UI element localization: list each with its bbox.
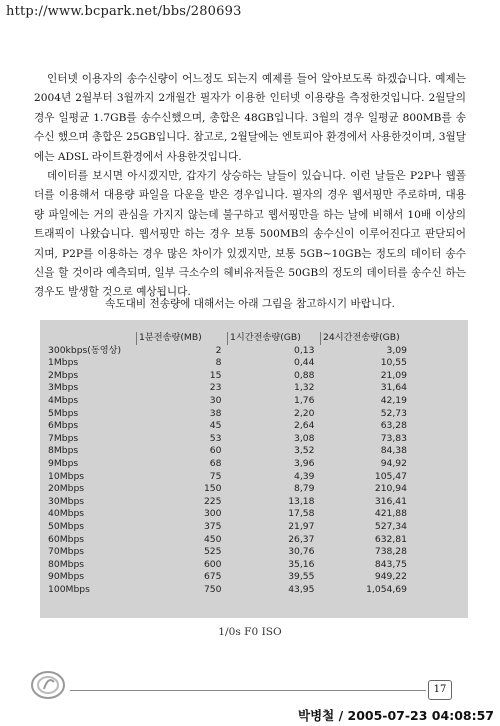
row-value-cell: 210,94: [374, 483, 407, 495]
row-value-cell: 75: [209, 470, 222, 482]
row-speed-cell: 20Mbps: [48, 483, 85, 495]
row-value-cell: 39,55: [288, 571, 315, 583]
source-url: http://www.bcpark.net/bbs/280693: [6, 4, 242, 19]
paragraph-2: 데이터를 보시면 아시겠지만, 갑자기 상승하는 날들이 있습니다. 이런 날들은 P2P나 웹폴더를 이용해서 대용량 파일을 다운을 받은 경우입니다. 필자의 경우 웹서핑만 주로하며, 대용량 파일에는 거의 관심을 가지지 않는데 불구하고 웹서핑만을 하는 날에 비해서 10배 이상의 트래픽이 나왔습니다. 웹서핑만 하는 경우 보통 500MB의 송수신이 이루어진다고 판단되어 지며, P2P를 이용하는 경우 많은 차이가 있겠지만, 보통 5GB~10GB는 정도의 데이터 송수신을 할 것이라 예측되며, 일부 극소수의 헤비유저들은 50GB의 정도의 데이터를 송수신 하는 경우도 발생할 것으로 예상됩니다.: [34, 170, 466, 299]
header-cell-per-day: 24시간전송량(GB): [321, 332, 414, 345]
row-value-cell: 1,32: [294, 382, 315, 394]
row-value-cell: 1,054,69: [366, 583, 407, 595]
row-value-cell: 450: [203, 533, 222, 545]
row-speed-cell: 8Mbps: [48, 445, 79, 457]
row-value-cell: 30: [209, 394, 222, 406]
transfer-table-figure: [40, 320, 468, 618]
row-value-cell: 52,73: [380, 407, 407, 419]
row-value-cell: 26,37: [288, 533, 315, 545]
row-value-cell: 35,16: [288, 558, 315, 570]
table-row: [46, 496, 413, 509]
paragraph-1: 인터넷 이용자의 송수신량이 어느정도 되는지 예제를 들어 알아보도록 하겠습니다. 예제는 2004년 2월부터 3월까지 2개월간 필자가 이용한 인터넷 이용량을 측정한것입니다. 2월달의 경우 일평균 1.7GB를 송수신했으며, 총합은 48GB입니다. 3월의 경우 일평균 800MB를 송수신 했으며 총합은 25GB입니다. 참고로, 2월달에는 엔토피아 환경에서 사용한것이며, 3월달에는 ADSL 라이트환경에서 사용한것입니다.: [34, 73, 466, 163]
footer-divider: [70, 690, 426, 691]
row-speed-cell: 300kbps(동영상): [48, 344, 122, 356]
row-value-cell: 13,18: [288, 495, 315, 507]
row-value-cell: 527,34: [374, 520, 407, 532]
row-value-cell: 63,28: [380, 420, 407, 432]
row-value-cell: 73,83: [380, 432, 407, 444]
row-value-cell: 8: [215, 357, 222, 369]
row-value-cell: 316,41: [374, 495, 407, 507]
row-value-cell: 1,76: [294, 394, 315, 406]
table-row: [46, 571, 413, 584]
page-number: 17: [428, 680, 452, 700]
row-speed-cell: 90Mbps: [48, 571, 85, 583]
row-value-cell: 10,55: [380, 357, 407, 369]
row-value-cell: 750: [203, 583, 222, 595]
table-body: [46, 345, 413, 597]
table-row: [46, 445, 413, 458]
row-speed-cell: 7Mbps: [48, 432, 79, 444]
row-value-cell: 421,88: [374, 508, 407, 520]
row-value-cell: 31,64: [380, 382, 407, 394]
row-value-cell: 0,44: [294, 357, 315, 369]
row-speed-cell: 2Mbps: [48, 369, 79, 381]
row-speed-cell: 9Mbps: [48, 457, 79, 469]
table-row: [46, 433, 413, 446]
row-speed-cell: 70Mbps: [48, 546, 85, 558]
row-value-cell: 150: [203, 483, 222, 495]
table-row: [46, 395, 413, 408]
row-speed-cell: 3Mbps: [48, 382, 79, 394]
row-speed-cell: 1Mbps: [48, 357, 79, 369]
row-speed-cell: 100Mbps: [48, 583, 90, 595]
row-value-cell: 2,20: [294, 407, 315, 419]
row-value-cell: 94,92: [380, 457, 407, 469]
row-speed-cell: 6Mbps: [48, 420, 79, 432]
table-row: [46, 521, 413, 534]
table-row: [46, 458, 413, 471]
row-value-cell: 42,19: [380, 394, 407, 406]
header-cell-speed: [46, 332, 137, 345]
row-value-cell: 3,52: [294, 445, 315, 457]
row-value-cell: 4,39: [294, 470, 315, 482]
table-row: [46, 408, 413, 421]
row-value-cell: 632,81: [374, 533, 407, 545]
article-body: [34, 70, 466, 303]
table-row: [46, 508, 413, 521]
row-value-cell: 38: [209, 407, 222, 419]
table-row: [46, 534, 413, 547]
row-value-cell: 8,79: [294, 483, 315, 495]
row-value-cell: 375: [203, 520, 222, 532]
row-value-cell: 675: [203, 571, 222, 583]
row-speed-cell: 30Mbps: [48, 495, 85, 507]
row-value-cell: 105,47: [374, 470, 407, 482]
row-value-cell: 0,88: [294, 369, 315, 381]
row-value-cell: 300: [203, 508, 222, 520]
table-row: [46, 420, 413, 433]
row-value-cell: 45: [209, 420, 222, 432]
table-row: [46, 471, 413, 484]
row-value-cell: 843,75: [374, 558, 407, 570]
table-row: [46, 546, 413, 559]
table-header-row: [46, 332, 413, 345]
row-value-cell: 3,09: [386, 344, 407, 356]
header-cell-per-minute: 1분전송량(MB): [137, 332, 228, 345]
row-value-cell: 84,38: [380, 445, 407, 457]
table-row: [46, 584, 413, 597]
publisher-logo-icon: [30, 670, 66, 700]
table-row: [46, 370, 413, 383]
row-speed-cell: 4Mbps: [48, 394, 79, 406]
row-value-cell: 738,28: [374, 546, 407, 558]
table-row: [46, 345, 413, 358]
table-row: [46, 483, 413, 496]
row-speed-cell: 10Mbps: [48, 470, 85, 482]
row-value-cell: 23: [209, 382, 222, 394]
footer-code: 1/0s F0 ISO: [218, 626, 282, 638]
author-timestamp: 박병철 / 2005-07-23 04:08:57: [298, 708, 494, 723]
row-speed-cell: 40Mbps: [48, 508, 85, 520]
row-value-cell: 21,09: [380, 369, 407, 381]
transfer-table: [46, 332, 413, 596]
row-value-cell: 225: [203, 495, 222, 507]
row-value-cell: 3,08: [294, 432, 315, 444]
row-speed-cell: 50Mbps: [48, 520, 85, 532]
row-value-cell: 30,76: [288, 546, 315, 558]
row-value-cell: 68: [209, 457, 222, 469]
row-value-cell: 21,97: [288, 520, 315, 532]
figure-caption: 속도대비 전송량에 대해서는 아래 그림을 참고하시기 바랍니다.: [105, 298, 395, 310]
table-row: [46, 382, 413, 395]
table-row: [46, 559, 413, 572]
row-value-cell: 0,13: [294, 344, 315, 356]
row-value-cell: 525: [203, 546, 222, 558]
row-value-cell: 43,95: [288, 583, 315, 595]
row-value-cell: 53: [209, 432, 222, 444]
row-value-cell: 2,64: [294, 420, 315, 432]
row-value-cell: 3,96: [294, 457, 315, 469]
row-speed-cell: 60Mbps: [48, 533, 85, 545]
row-value-cell: 600: [203, 558, 222, 570]
row-value-cell: 15: [209, 369, 222, 381]
header-cell-per-hour: 1시간전송량(GB): [228, 332, 321, 345]
row-value-cell: 17,58: [288, 508, 315, 520]
row-value-cell: 60: [209, 445, 222, 457]
row-value-cell: 949,22: [374, 571, 407, 583]
table-row: [46, 357, 413, 370]
row-speed-cell: 80Mbps: [48, 558, 85, 570]
row-value-cell: 2: [215, 344, 222, 356]
row-speed-cell: 5Mbps: [48, 407, 79, 419]
